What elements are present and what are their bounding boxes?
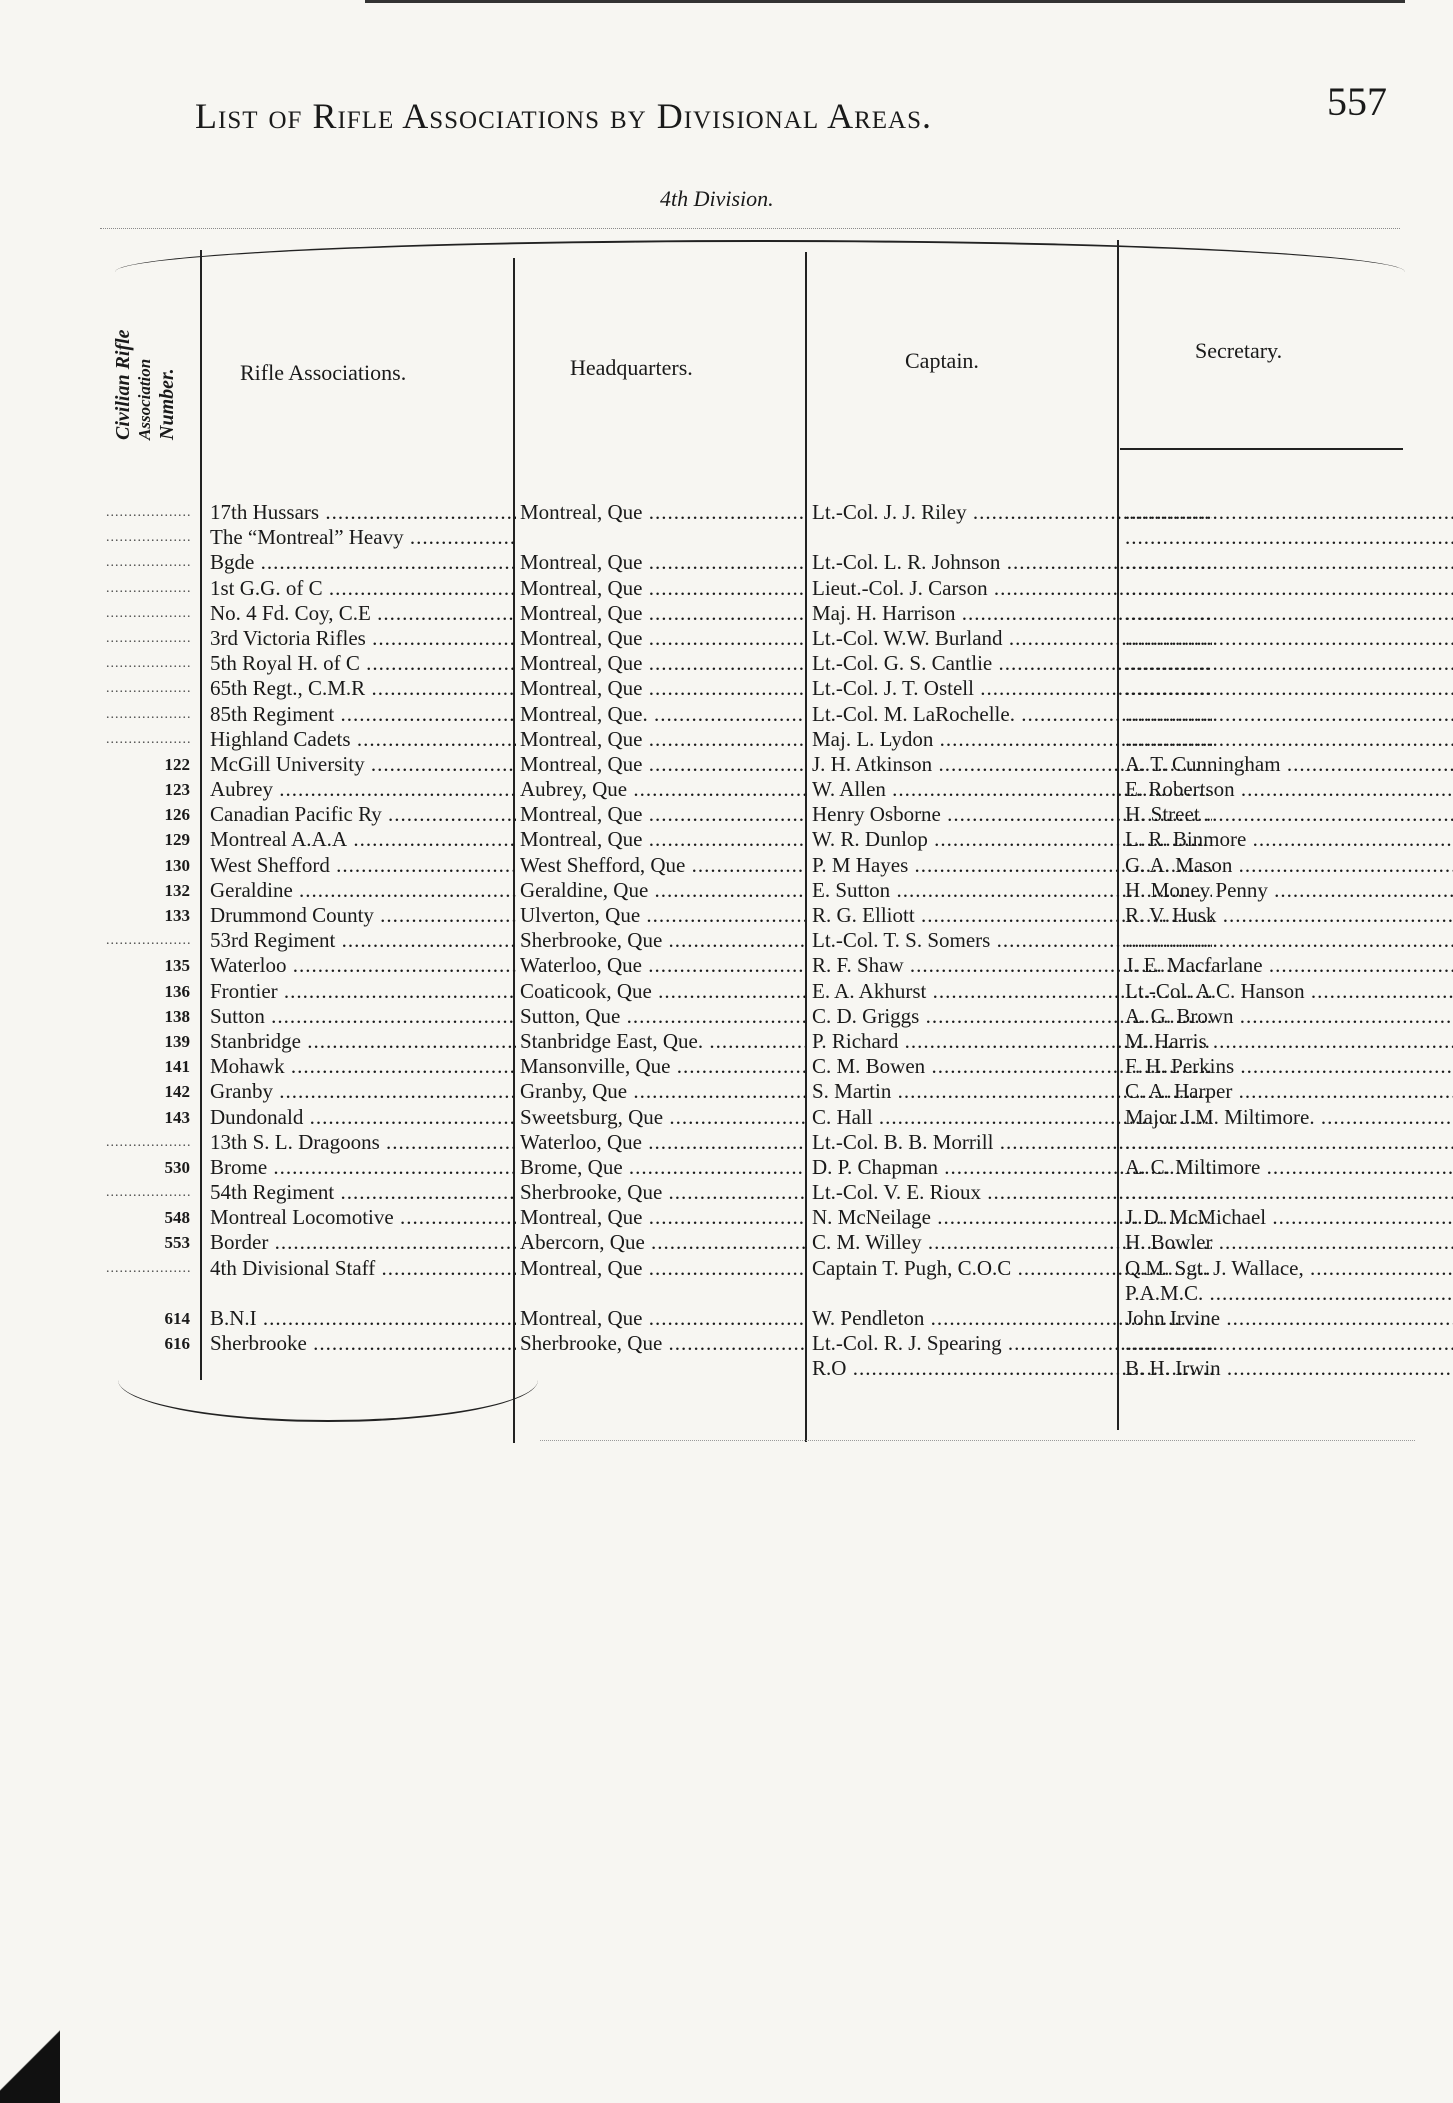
association-number	[100, 1130, 190, 1155]
table-row	[100, 953, 1410, 978]
association-number	[100, 676, 190, 701]
association-name: Aubrey .....	[210, 777, 516, 802]
table-row	[100, 525, 1410, 550]
captain-name: Lt.-Col. G. S. Cantlie .....	[812, 651, 1212, 676]
association-name: McGill University .....	[210, 752, 516, 777]
table-row	[100, 1331, 1410, 1356]
headquarters: Abercorn, Que .....	[520, 1230, 805, 1255]
association-name: No. 4 Fd. Coy, C.E .....	[210, 601, 516, 626]
headquarters: Montreal, Que .....	[520, 651, 805, 676]
secretary-name: H. Bowler .....	[1125, 1230, 1453, 1255]
table-row	[100, 1180, 1410, 1205]
headquarters: Brome, Que .....	[520, 1155, 805, 1180]
association-number: 139	[164, 1031, 190, 1051]
captain-name: C. D. Griggs .....	[812, 1004, 1212, 1029]
captain-name: Captain T. Pugh, C.O.C .....	[812, 1256, 1212, 1281]
association-name: Montreal Locomotive .....	[210, 1205, 516, 1230]
headquarters: Montreal, Que .....	[520, 727, 805, 752]
secretary-name: G. A. Mason .....	[1125, 853, 1453, 878]
captain-name: Maj. H. Harrison .....	[812, 601, 1212, 626]
secretary-name: Q.M. Sgt. J. Wallace, .....	[1125, 1256, 1453, 1281]
captain-name: Lt.-Col. T. S. Somers .....	[812, 928, 1212, 953]
headquarters: Aubrey, Que .....	[520, 777, 805, 802]
captain-name: Lt.-Col. M. LaRochelle. .....	[812, 702, 1212, 727]
association-name: Sherbrooke .....	[210, 1331, 516, 1356]
captain-name: Lt.-Col. B. B. Morrill .....	[812, 1130, 1212, 1155]
secretary-name	[1125, 550, 1453, 575]
association-number	[100, 651, 190, 676]
table-row	[100, 802, 1410, 827]
headquarters: Sutton, Que .....	[520, 1004, 805, 1029]
table-row	[100, 1079, 1410, 1104]
secretary-name	[1125, 1331, 1453, 1356]
association-number: 553	[164, 1233, 190, 1253]
captain-name: C. Hall .....	[812, 1105, 1212, 1130]
association-name: 3rd Victoria Rifles .....	[210, 626, 516, 651]
association-number: 141	[164, 1057, 190, 1077]
association-number	[100, 576, 190, 601]
column-header-number: Civilian Rifle Association Number.	[112, 329, 178, 440]
association-name: Frontier .....	[210, 979, 516, 1004]
association-name: Drummond County .....	[210, 903, 516, 928]
captain-name: S. Martin .....	[812, 1079, 1212, 1104]
captain-name: Lt.-Col. J. J. Riley .....	[812, 500, 1212, 525]
secretary-name: L. R. Binmore .....	[1125, 827, 1453, 852]
association-number: 130	[164, 855, 190, 875]
association-name: 54th Regiment .....	[210, 1180, 516, 1205]
table-row	[100, 928, 1410, 953]
division-title: 4th Division.	[660, 186, 774, 211]
association-name: Border .....	[210, 1230, 516, 1255]
headquarters: Montreal, Que .....	[520, 626, 805, 651]
association-number: 136	[164, 981, 190, 1001]
secretary-name	[1125, 727, 1453, 752]
headquarters: Sherbrooke, Que .....	[520, 1180, 805, 1205]
secretary-name	[1125, 601, 1453, 626]
association-number	[100, 727, 190, 752]
secretary-name: John Irvine .....	[1125, 1306, 1453, 1331]
association-name: Stanbridge .....	[210, 1029, 516, 1054]
association-number: 132	[164, 880, 190, 900]
association-number	[100, 928, 190, 953]
captain-name: Lt.-Col. J. T. Ostell .....	[812, 676, 1212, 701]
captain-name: N. McNeilage .....	[812, 1205, 1212, 1230]
table-row	[100, 702, 1410, 727]
captain-name: C. M. Bowen .....	[812, 1054, 1212, 1079]
captain-name: P. Richard .....	[812, 1029, 1212, 1054]
association-name: Montreal A.A.A .....	[210, 827, 516, 852]
table-bottom-rule	[118, 1380, 538, 1422]
captain-name: C. M. Willey .....	[812, 1230, 1212, 1255]
captain-name: Lt.-Col. W.W. Burland .....	[812, 626, 1212, 651]
secretary-name: A. C. Miltimore .....	[1125, 1155, 1453, 1180]
secretary-name: M. Harris .....	[1125, 1029, 1453, 1054]
table-row	[100, 827, 1410, 852]
secretary-name	[1125, 1130, 1453, 1155]
table-row	[100, 1281, 1410, 1306]
table-row	[100, 651, 1410, 676]
secretary-name: F. H. Perkins .....	[1125, 1054, 1453, 1079]
secretary-name	[1125, 676, 1453, 701]
column-header-headquarters: Headquarters.	[570, 355, 693, 380]
association-number	[100, 702, 190, 727]
association-name: Sutton .....	[210, 1004, 516, 1029]
association-name: Dundonald .....	[210, 1105, 516, 1130]
captain-name: E. Sutton .....	[812, 878, 1212, 903]
table-row	[100, 903, 1410, 928]
captain-name: Henry Osborne .....	[812, 802, 1212, 827]
headquarters: Montreal, Que. .....	[520, 702, 805, 727]
association-name: 4th Divisional Staff .....	[210, 1256, 516, 1281]
secretary-name: J. D. McMichael .....	[1125, 1205, 1453, 1230]
table-row	[100, 878, 1410, 903]
table-row	[100, 1130, 1410, 1155]
header-top-rule	[115, 240, 1405, 272]
association-number	[100, 525, 190, 550]
association-name: Bgde .....	[210, 550, 516, 575]
associations-table	[100, 500, 1410, 1382]
captain-name: D. P. Chapman .....	[812, 1155, 1212, 1180]
column-header-associations: Rifle Associations.	[240, 360, 407, 385]
table-row	[100, 550, 1410, 575]
secretary-name	[1125, 928, 1453, 953]
association-name: 53rd Regiment .....	[210, 928, 516, 953]
headquarters: Sherbrooke, Que .....	[520, 928, 805, 953]
association-number: 133	[164, 906, 190, 925]
page-title: List of Rifle Associations by Divisional Areas.	[195, 96, 933, 136]
association-name: 5th Royal H. of C .....	[210, 651, 516, 676]
headquarters: Montreal, Que .....	[520, 676, 805, 701]
top-dotted-rule	[100, 228, 1400, 229]
table-row	[100, 979, 1410, 1004]
association-number: 123	[164, 780, 190, 800]
table-row	[100, 626, 1410, 651]
secretary-name: Lt.-Col. A.C. Hanson .....	[1125, 979, 1453, 1004]
headquarters: Sherbrooke, Que .....	[520, 1331, 805, 1356]
table-row	[100, 1155, 1410, 1180]
association-name: Highland Cadets .....	[210, 727, 516, 752]
association-name: 17th Hussars .....	[210, 500, 516, 525]
headquarters: Sweetsburg, Que .....	[520, 1105, 805, 1130]
headquarters: Montreal, Que .....	[520, 1256, 805, 1281]
secretary-name: Major J.M. Miltimore. .....	[1125, 1105, 1453, 1130]
secretary-name: P.A.M.C. .....	[1125, 1281, 1453, 1306]
headquarters: Granby, Que .....	[520, 1079, 805, 1104]
secretary-name: E. Robertson .....	[1125, 777, 1453, 802]
association-number: 616	[164, 1334, 190, 1354]
table-row	[100, 1205, 1410, 1230]
association-name: Waterloo .....	[210, 953, 516, 978]
headquarters: Montreal, Que .....	[520, 752, 805, 777]
headquarters: Waterloo, Que .....	[520, 1130, 805, 1155]
secretary-name	[1125, 626, 1453, 651]
headquarters: Montreal, Que .....	[520, 827, 805, 852]
secretary-name: J. E. Macfarlane .....	[1125, 953, 1453, 978]
table-row	[100, 727, 1410, 752]
captain-name: R. F. Shaw .....	[812, 953, 1212, 978]
secretary-name: H. Money Penny .....	[1125, 878, 1453, 903]
association-number: 143	[164, 1107, 190, 1127]
headquarters: Ulverton, Que .....	[520, 903, 805, 928]
association-number: 614	[164, 1309, 190, 1328]
table-row	[100, 1105, 1410, 1130]
bottom-dotted-rule	[540, 1440, 1415, 1441]
secretary-name: H. Street .....	[1125, 802, 1453, 827]
headquarters: Montreal, Que .....	[520, 802, 805, 827]
table-row	[100, 752, 1410, 777]
association-name: 1st G.G. of C .....	[210, 576, 516, 601]
table-row	[100, 1029, 1410, 1054]
secretary-name: C. A. Harper .....	[1125, 1079, 1453, 1104]
captain-name: R. G. Elliott .....	[812, 903, 1212, 928]
captain-name: W. R. Dunlop .....	[812, 827, 1212, 852]
table-row	[100, 601, 1410, 626]
association-number: 135	[164, 956, 190, 976]
association-name: West Shefford .....	[210, 853, 516, 878]
association-number: 126	[164, 805, 190, 825]
table-row	[100, 1054, 1410, 1079]
headquarters: Geraldine, Que .....	[520, 878, 805, 903]
association-number	[100, 1256, 190, 1281]
page-number: 557	[1327, 79, 1387, 124]
association-number: 138	[164, 1006, 190, 1026]
table-row	[100, 1356, 1410, 1381]
association-number: 142	[164, 1082, 190, 1102]
secretary-name	[1125, 525, 1453, 550]
association-name: 65th Regt., C.M.R .....	[210, 676, 516, 701]
association-name: 13th S. L. Dragoons .....	[210, 1130, 516, 1155]
captain-name: E. A. Akhurst .....	[812, 979, 1212, 1004]
headquarters: Montreal, Que .....	[520, 576, 805, 601]
captain-name: W. Pendleton .....	[812, 1306, 1212, 1331]
secretary-name: A. T. Cunningham .....	[1125, 752, 1453, 777]
headquarters: Montreal, Que .....	[520, 500, 805, 525]
headquarters: Waterloo, Que .....	[520, 953, 805, 978]
secretary-name	[1125, 651, 1453, 676]
secretary-name	[1125, 702, 1453, 727]
table-row	[100, 1004, 1410, 1029]
captain-name: R.O .....	[812, 1356, 1212, 1381]
association-number: 548	[164, 1208, 190, 1228]
association-name: Geraldine .....	[210, 878, 516, 903]
association-name: Canadian Pacific Ry .....	[210, 802, 516, 827]
page-corner-shadow	[0, 2000, 60, 2103]
captain-name: Lt.-Col. V. E. Rioux .....	[812, 1180, 1212, 1205]
headquarters: Montreal, Que .....	[520, 1205, 805, 1230]
secretary-name	[1125, 500, 1453, 525]
table-row	[100, 500, 1410, 525]
headquarters: Montreal, Que .....	[520, 601, 805, 626]
headquarters: Mansonville, Que .....	[520, 1054, 805, 1079]
table-row	[100, 676, 1410, 701]
captain-name: Lt.-Col. R. J. Spearing .....	[812, 1331, 1212, 1356]
association-number: 530	[164, 1157, 190, 1177]
association-name: Mohawk .....	[210, 1054, 516, 1079]
captain-name: Lt.-Col. L. R. Johnson .....	[812, 550, 1212, 575]
headquarters: Coaticook, Que .....	[520, 979, 805, 1004]
captain-name: Maj. L. Lydon .....	[812, 727, 1212, 752]
captain-name: J. H. Atkinson .....	[812, 752, 1212, 777]
table-row	[100, 853, 1410, 878]
association-number	[100, 500, 190, 525]
column-header-secretary: Secretary.	[1195, 338, 1283, 363]
secretary-name: B. H. Irwin .....	[1125, 1356, 1453, 1381]
secretary-name: R. V. Husk .....	[1125, 903, 1453, 928]
header-bottom-rule	[1120, 448, 1403, 450]
association-number: 122	[164, 754, 190, 774]
association-name: Brome .....	[210, 1155, 516, 1180]
table-row	[100, 576, 1410, 601]
headquarters: Montreal, Que .....	[520, 550, 805, 575]
table-row	[100, 1306, 1410, 1331]
captain-name: Lieut.-Col. J. Carson .....	[812, 576, 1212, 601]
association-number	[100, 550, 190, 575]
headquarters: Montreal, Que .....	[520, 1306, 805, 1331]
association-name: B.N.I .....	[210, 1306, 516, 1331]
captain-name: P. M Hayes .....	[812, 853, 1212, 878]
column-header-captain: Captain.	[905, 348, 979, 373]
association-name: 85th Regiment .....	[210, 702, 516, 727]
association-name: Granby .....	[210, 1079, 516, 1104]
association-number	[100, 1180, 190, 1205]
headquarters: Stanbridge East, Que. .....	[520, 1029, 805, 1054]
association-name: The “Montreal” Heavy .....	[210, 525, 516, 550]
table-row	[100, 1230, 1410, 1255]
table-row	[100, 777, 1410, 802]
secretary-name	[1125, 1180, 1453, 1205]
association-number	[100, 626, 190, 651]
captain-name: W. Allen .....	[812, 777, 1212, 802]
scan-edge-line	[365, 0, 1405, 3]
headquarters: West Shefford, Que .....	[520, 853, 805, 878]
secretary-name	[1125, 576, 1453, 601]
association-number: 129	[164, 830, 190, 850]
table-row	[100, 1256, 1410, 1281]
secretary-name: A. G. Brown .....	[1125, 1004, 1453, 1029]
association-number	[100, 601, 190, 626]
